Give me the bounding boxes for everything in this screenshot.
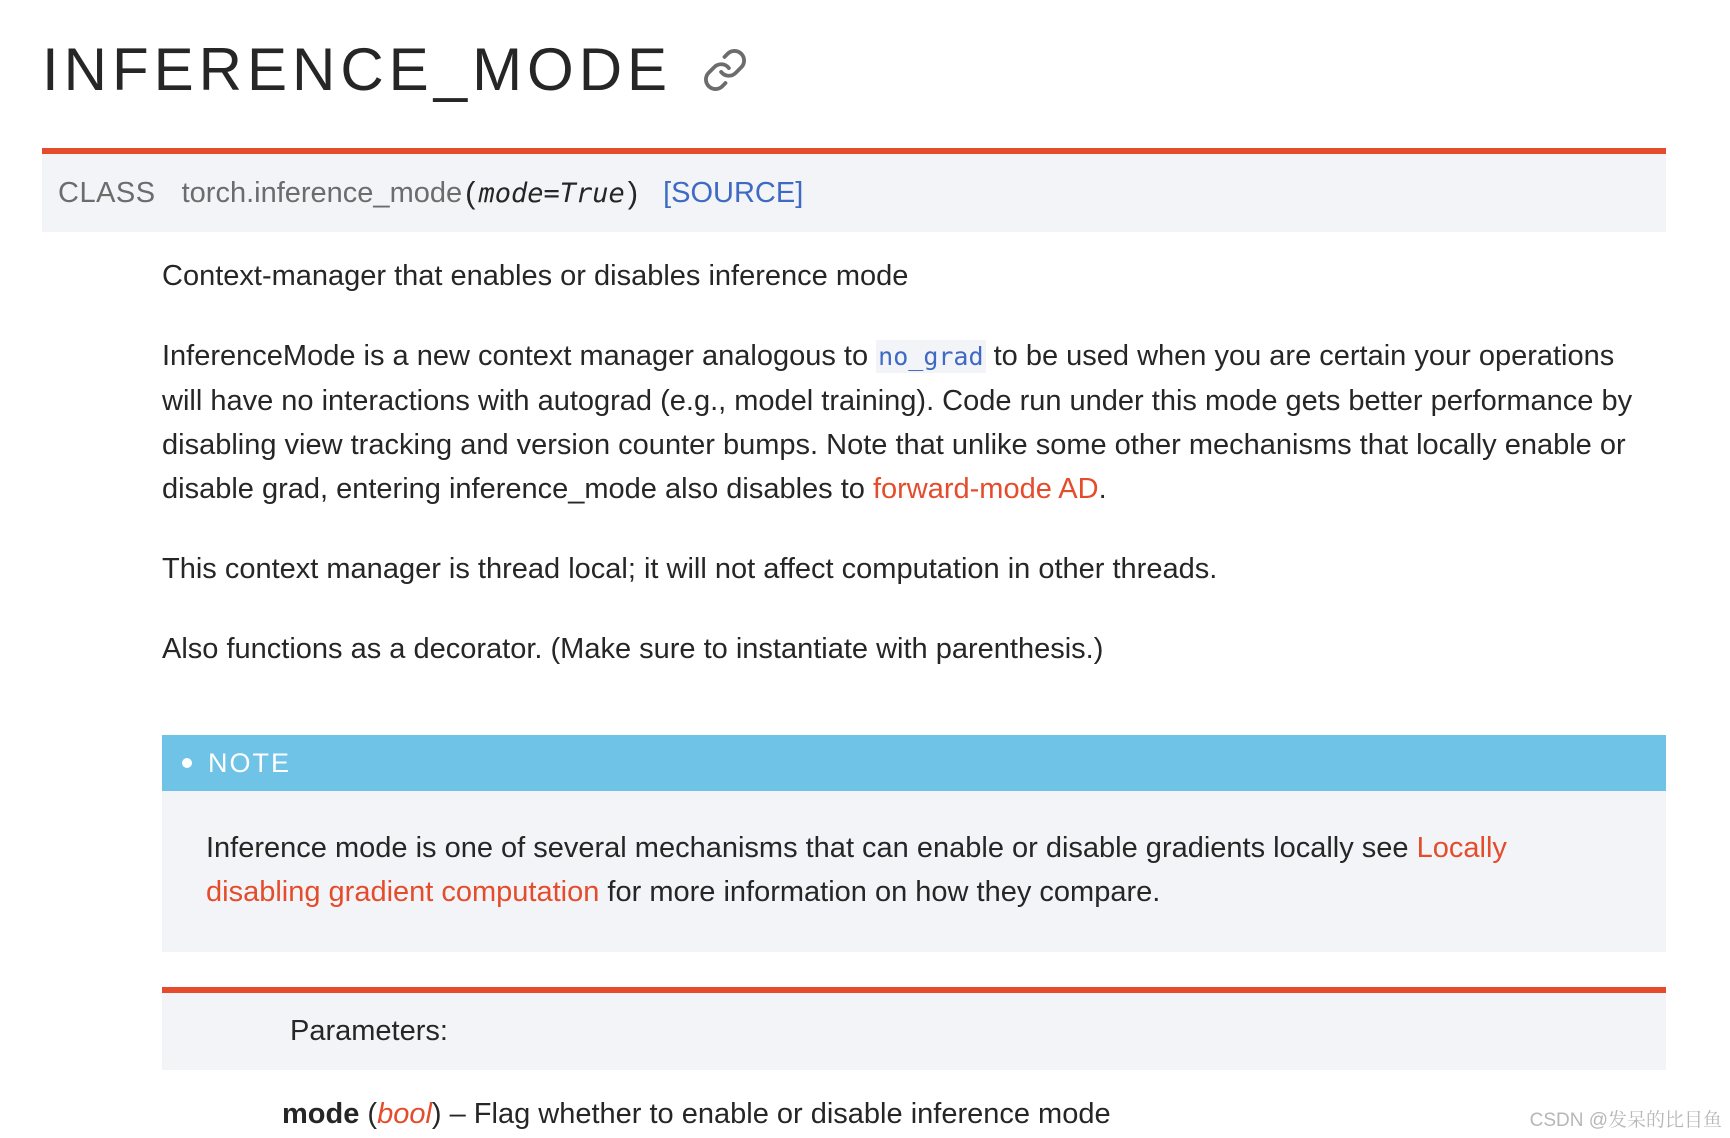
- no-grad-code-link[interactable]: no_grad: [878, 342, 984, 371]
- note-text: Inference mode is one of several mechanisms that can enable or disable gradients locally see: [206, 832, 1417, 864]
- note-body: [162, 791, 1666, 914]
- paragraph-inference-mode: [162, 334, 1662, 511]
- note-title: NOTE: [208, 747, 292, 778]
- source-link[interactable]: [SOURCE]: [663, 176, 804, 209]
- param-type-link[interactable]: bool: [377, 1098, 432, 1130]
- paragraph-text: to be used when you are certain your operations will have no interactions with autograd (e.g., model training). Code run under this mode gets better performance by disabling view tracking and version counter bumps. Note that unlike some other mechanisms that locally enable or disable grad, entering inference_mode also disables to: [162, 340, 1633, 505]
- class-signature: [42, 148, 1666, 232]
- paragraph-text: .: [1098, 473, 1107, 505]
- param-description: – Flag whether to enable or disable inference mode: [441, 1098, 1111, 1130]
- param-close: ): [431, 1098, 442, 1130]
- paragraph-thread-local: This context manager is thread local; it will not affect computation in other threads.: [162, 553, 1218, 585]
- locally-disabling-gradient-link[interactable]: Locally disabling gradient computation: [206, 832, 1507, 908]
- paragraph-summary: Context-manager that enables or disables inference mode: [162, 260, 909, 292]
- note-box: [162, 735, 1666, 952]
- signature-param: mode=True: [478, 177, 625, 209]
- watermark: CSDN @发呆的比目鱼: [1529, 1110, 1722, 1131]
- description: [162, 254, 1662, 707]
- signature-close-paren: ): [627, 175, 639, 210]
- note-text: for more information on how they compare.: [599, 876, 1161, 908]
- page-title-row: [42, 30, 748, 110]
- paragraph-text: InferenceMode is a new context manager analogous to: [162, 340, 877, 372]
- parameter-item: [282, 1092, 1111, 1136]
- signature-name: torch.inference_mode: [181, 176, 463, 209]
- param-open: (: [359, 1098, 378, 1130]
- page-title: INFERENCE_MODE: [42, 36, 673, 103]
- paragraph-decorator: Also functions as a decorator. (Make sure to instantiate with parenthesis.): [162, 633, 1104, 665]
- param-name: mode: [282, 1098, 360, 1130]
- link-icon[interactable]: [702, 47, 748, 93]
- signature-open-paren: (: [465, 175, 476, 210]
- parameters-header: [162, 987, 1666, 1070]
- forward-mode-ad-link[interactable]: forward-mode AD: [872, 473, 1099, 505]
- parameters-label: Parameters:: [290, 1015, 448, 1047]
- dot-icon: [182, 758, 192, 768]
- note-header: [162, 735, 1666, 791]
- signature-kind: CLASS: [58, 176, 156, 209]
